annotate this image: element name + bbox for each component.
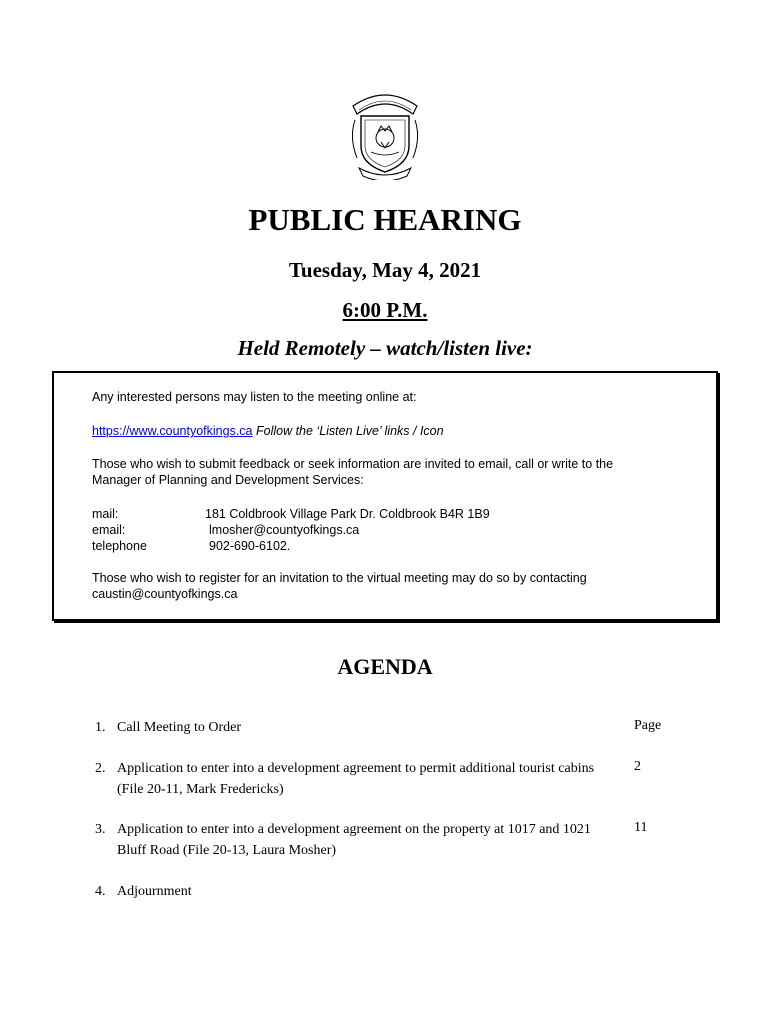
agenda-item-number: 1. (95, 720, 106, 735)
hearing-date: Tuesday, May 4, 2021 (288, 258, 482, 282)
contact-label-email: email: (92, 523, 126, 537)
agenda-item-text: Call Meeting to Order (117, 720, 242, 735)
page-title: PUBLIC HEARING (248, 202, 522, 237)
page-column-header: Page (634, 718, 662, 733)
agenda-item-text: Adjournment (117, 884, 192, 899)
contact-value-email[interactable]: lmosher@countyofkings.ca (209, 523, 360, 537)
contact-label-telephone: telephone (92, 539, 147, 553)
register-line-1: Those who wish to register for an invitation to the virtual meeting may do so by contacting (92, 571, 587, 585)
agenda-item-page: 2 (634, 759, 641, 774)
contact-value-mail: 181 Coldbrook Village Park Dr. Coldbrook B4R 1B9 (205, 507, 490, 521)
feedback-line-1: Those who wish to submit feedback or seek information are invited to email, call or write to the (92, 457, 614, 471)
agenda-item-number: 3. (95, 822, 106, 837)
hearing-time: 6:00 P.M. (342, 298, 428, 322)
info-box (52, 371, 718, 621)
agenda-item-number: 4. (95, 884, 106, 899)
agenda-title: AGENDA (337, 654, 433, 679)
agenda-item-page: 11 (634, 820, 648, 835)
feedback-line-2: Manager of Planning and Development Services: (92, 473, 364, 487)
follow-note: Follow the ‘Listen Live’ links / Icon (255, 424, 444, 438)
county-crest-logo (345, 86, 425, 180)
agenda-item-number: 2. (95, 761, 106, 776)
remote-note: Held Remotely – watch/listen live: (237, 336, 533, 360)
contact-value-telephone: 902-690-6102. (209, 539, 291, 553)
register-line-2[interactable]: caustin@countyofkings.ca (92, 587, 238, 601)
info-intro: Any interested persons may listen to the meeting online at: (92, 390, 417, 404)
info-url-line (92, 423, 444, 439)
agenda-item-text: Application to enter into a development agreement to permit additional tourist cabins (File 20-11, Mark Fredericks) (117, 761, 595, 797)
county-website-link[interactable]: https://www.countyofkings.ca (92, 424, 253, 438)
agenda-item-text: Application to enter into a development agreement on the property at 1017 and 1021 Bluff Road (File 20-13, Laura Mosher) (117, 822, 591, 858)
contact-label-mail: mail: (92, 507, 119, 521)
